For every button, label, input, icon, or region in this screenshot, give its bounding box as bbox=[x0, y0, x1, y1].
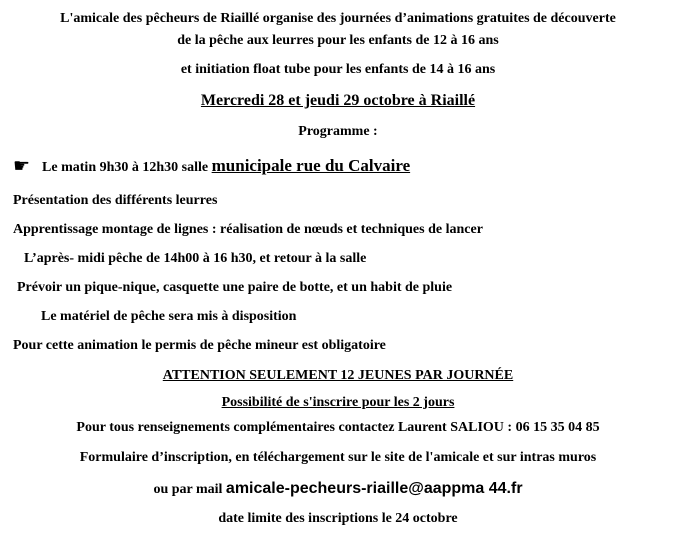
material-line: Le matériel de pêche sera mis à disposition bbox=[41, 309, 297, 324]
form-line: Formulaire d’inscription, en téléchargement sur le site de l'amicale et sur intras muros bbox=[79, 450, 597, 465]
two-days-line: Possibilité de s'inscrire pour les 2 jours bbox=[221, 395, 455, 410]
attention-line: ATTENTION SEULEMENT 12 JEUNES PAR JOURNÉE bbox=[162, 368, 514, 383]
intro-line-2: de la pêche aux leurres pour les enfants de 12 à 16 ans bbox=[177, 33, 499, 48]
afternoon-line: L’après- midi pêche de 14h00 à 16 h30, et retour à la salle bbox=[24, 251, 367, 266]
picnic-line: Prévoir un pique-nique, casquette une paire de botte, et un habit de pluie bbox=[17, 280, 453, 295]
event-date: Mercredi 28 et jeudi 29 octobre à Riaillé bbox=[200, 92, 476, 109]
morning-place: municipale rue du Calvaire bbox=[211, 156, 411, 175]
morning-line bbox=[13, 155, 410, 179]
programme-item-2: Apprentissage montage de lignes : réalisation de nœuds et techniques de lancer bbox=[13, 222, 483, 237]
morning-prefix: Le matin 9h30 à 12h30 salle bbox=[42, 160, 209, 175]
intro-line-1: L'amicale des pêcheurs de Riaillé organise des journées d’animations gratuites de découverte bbox=[60, 11, 616, 26]
programme-item-1: Présentation des différents leurres bbox=[13, 193, 218, 208]
contact-line: Pour tous renseignements complémentaires contactez Laurent SALIOU : 06 15 35 04 85 bbox=[76, 420, 600, 435]
deadline-line: date limite des inscriptions le 24 octobre bbox=[218, 511, 458, 526]
mail-line bbox=[0, 479, 676, 500]
permit-line: Pour cette animation le permis de pêche mineur est obligatoire bbox=[13, 338, 386, 353]
mail-address[interactable]: amicale-pecheurs-riaille@aappma 44.fr bbox=[225, 480, 523, 497]
pointing-hand-icon: ☛ bbox=[13, 156, 31, 177]
programme-title: Programme : bbox=[298, 124, 378, 139]
intro-line-3: et initiation float tube pour les enfants de 14 à 16 ans bbox=[180, 62, 496, 77]
mail-prefix: ou par mail bbox=[153, 482, 223, 497]
